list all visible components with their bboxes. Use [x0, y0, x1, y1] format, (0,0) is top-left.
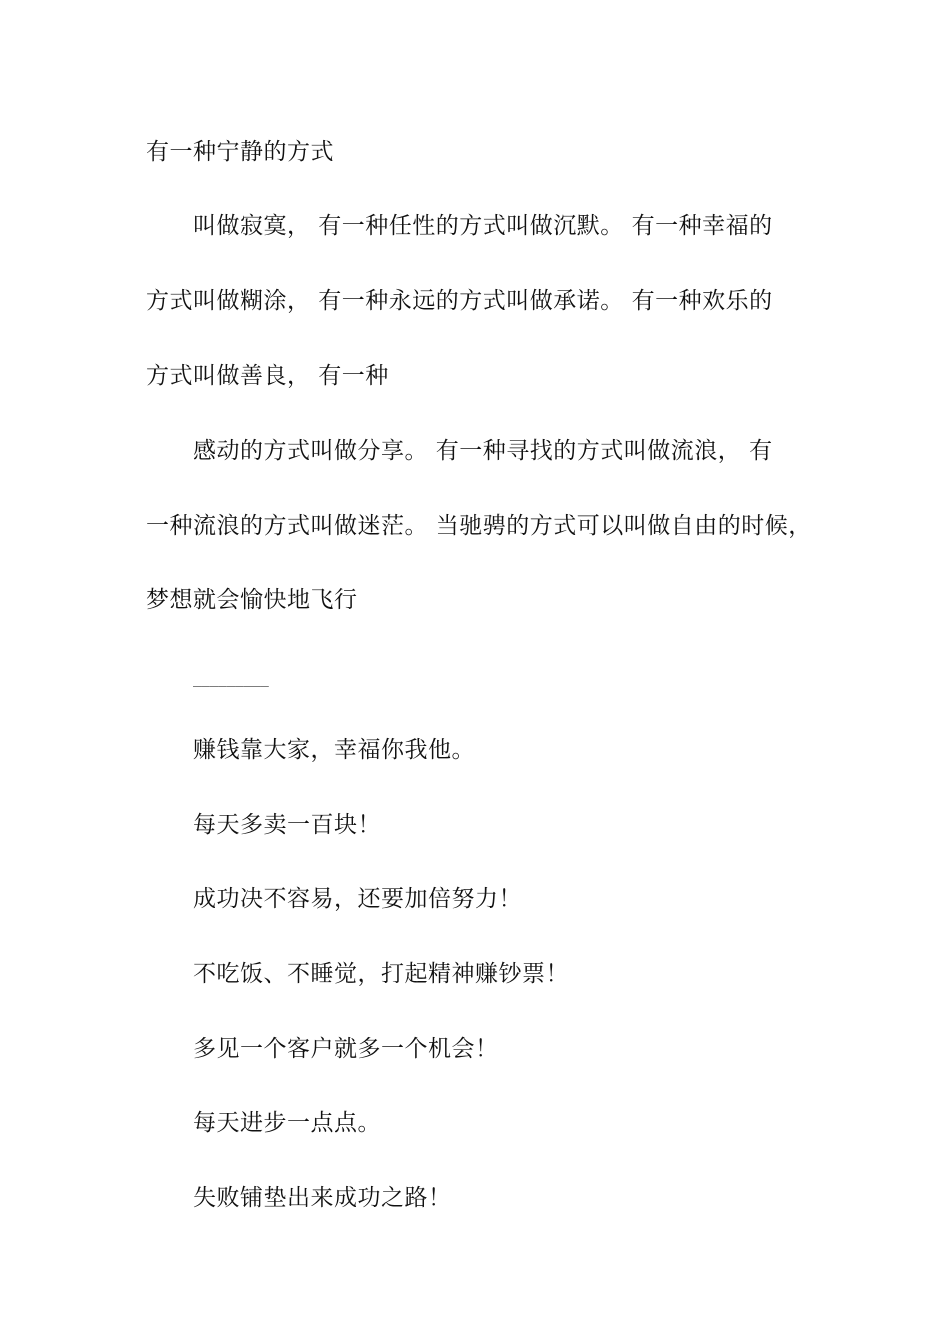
paragraph-line: 一种流浪的方式叫做迷茫。 当驰骋的方式可以叫做自由的时候， [146, 513, 812, 539]
paragraph-line: 叫做寂寞， 有一种任性的方式叫做沉默。 有一种幸福的 [193, 213, 773, 239]
paragraph-line: 感动的方式叫做分享。 有一种寻找的方式叫做流浪， 有 [193, 438, 773, 464]
slogan-line: 不吃饭、不睡觉，打起精神赚钞票！ [193, 961, 569, 987]
slogan-line: 每天进步一点点。 [193, 1110, 381, 1136]
slogan-line: 每天多卖一百块！ [193, 812, 381, 838]
slogan-line: 成功决不容易，还要加倍努力！ [193, 886, 522, 912]
paragraph-line: 梦想就会愉快地飞行 [146, 587, 358, 613]
title-line: 有一种宁静的方式 [146, 139, 334, 165]
slogan-line: 赚钱靠大家，幸福你我他。 [193, 737, 475, 763]
slogan-line: 失败铺垫出来成功之路！ [193, 1185, 452, 1211]
slogan-line: 多见一个客户就多一个机会！ [193, 1036, 499, 1062]
paragraph-line: 方式叫做善良， 有一种 [146, 363, 389, 389]
paragraph-line: 方式叫做糊涂， 有一种永远的方式叫做承诺。 有一种欢乐的 [146, 288, 773, 314]
divider-line: _________ [193, 671, 269, 687]
